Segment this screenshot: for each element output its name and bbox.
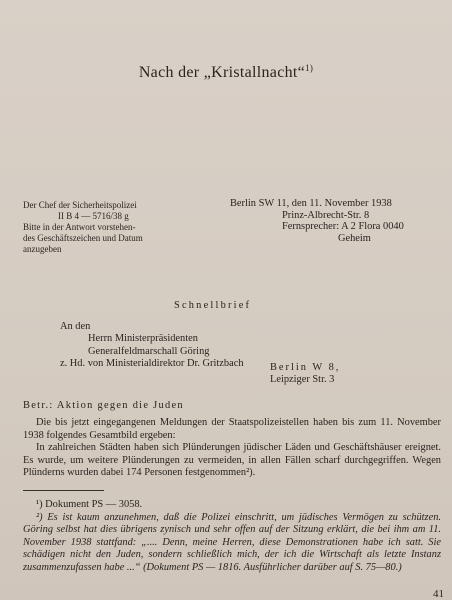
recipient-street: Leipziger Str. 3 [270, 374, 335, 385]
office-street: Prinz-Albrecht-Str. 8 [282, 209, 370, 221]
recipient-city: Berlin W 8, [270, 362, 341, 373]
letter-body [23, 417, 441, 480]
sender-line: anzugeben [23, 244, 62, 254]
sender-line: Der Chef der Sicherheitspolizei [23, 200, 137, 210]
footnote-2: ²) Es ist kaum anzunehmen, daß die Polizei einschritt, um jüdisches Vermögen zu schützen. Göring selbst hat dies übrigens zynisch und sehr offen auf der Sitzung erklärt, die bei ihm am 11. November 1938 stattfand: „.... Denn, meine Herren, diese Demonstrationen habe ich satt. Sie schädigen nicht den Juden, sondern schließlich mich, der ich die Wirtschaft als letzte Instanz zusammenzufassen habe ...“ (Dokument PS — 1816. Ausführlicher darüber auf S. 75—80.) [23, 511, 441, 573]
sender-block [23, 200, 143, 255]
phone: Fernsprecher: A 2 Flora 0040 [282, 221, 404, 232]
subject-line: Betr.: Aktion gegen die Juden [23, 400, 184, 411]
title-text: Nach der „Kristallnacht“ [138, 64, 306, 81]
recipient-an-den: An den [60, 321, 91, 332]
recipient-line3: z. Hd. von Ministerialdirektor Dr. Gritzbach [60, 358, 244, 370]
title-footnote-ref: 1) [305, 63, 314, 73]
page-number: 41 [433, 588, 444, 600]
place-date: Berlin SW 11, den 11. November 1938 [230, 198, 392, 209]
footnote-1: ¹) Dokument PS — 3058. [36, 499, 143, 510]
recipient-city-block [270, 362, 340, 386]
recipient-block [60, 321, 244, 371]
recipient-line2: Generalfeldmarschall Göring [88, 345, 210, 357]
sender-line: II B 4 — 5716/38 g [58, 211, 129, 221]
footnote-divider [23, 490, 104, 491]
dateline [230, 198, 404, 244]
footnotes [23, 499, 441, 575]
sender-line: des Geschäftszeichen und Datum [23, 233, 143, 243]
body-paragraph: In zahlreichen Städten haben sich Plünderungen jüdischer Läden und Geschäftshäuser ereignet. Es wurde, um weitere Plünderungen zu vermeiden, in allen Fällen scharf durchgegriffen. Wegen Plünderns wurden dabei 174 Personen festgenommen²). [23, 442, 441, 479]
recipient-line1: Herrn Ministerpräsidenten [88, 333, 198, 345]
body-paragraph: Die bis jetzt eingegangenen Meldungen der Staatspolizeistellen haben bis zum 11. November 1938 folgendes Gesamtbild ergeben: [23, 417, 441, 441]
sender-line: Bitte in der Antwort vorstehen- [23, 222, 136, 232]
page-title [0, 63, 452, 82]
classification: Geheim [338, 232, 371, 244]
schnellbrief-heading: Schnellbrief [174, 300, 252, 311]
